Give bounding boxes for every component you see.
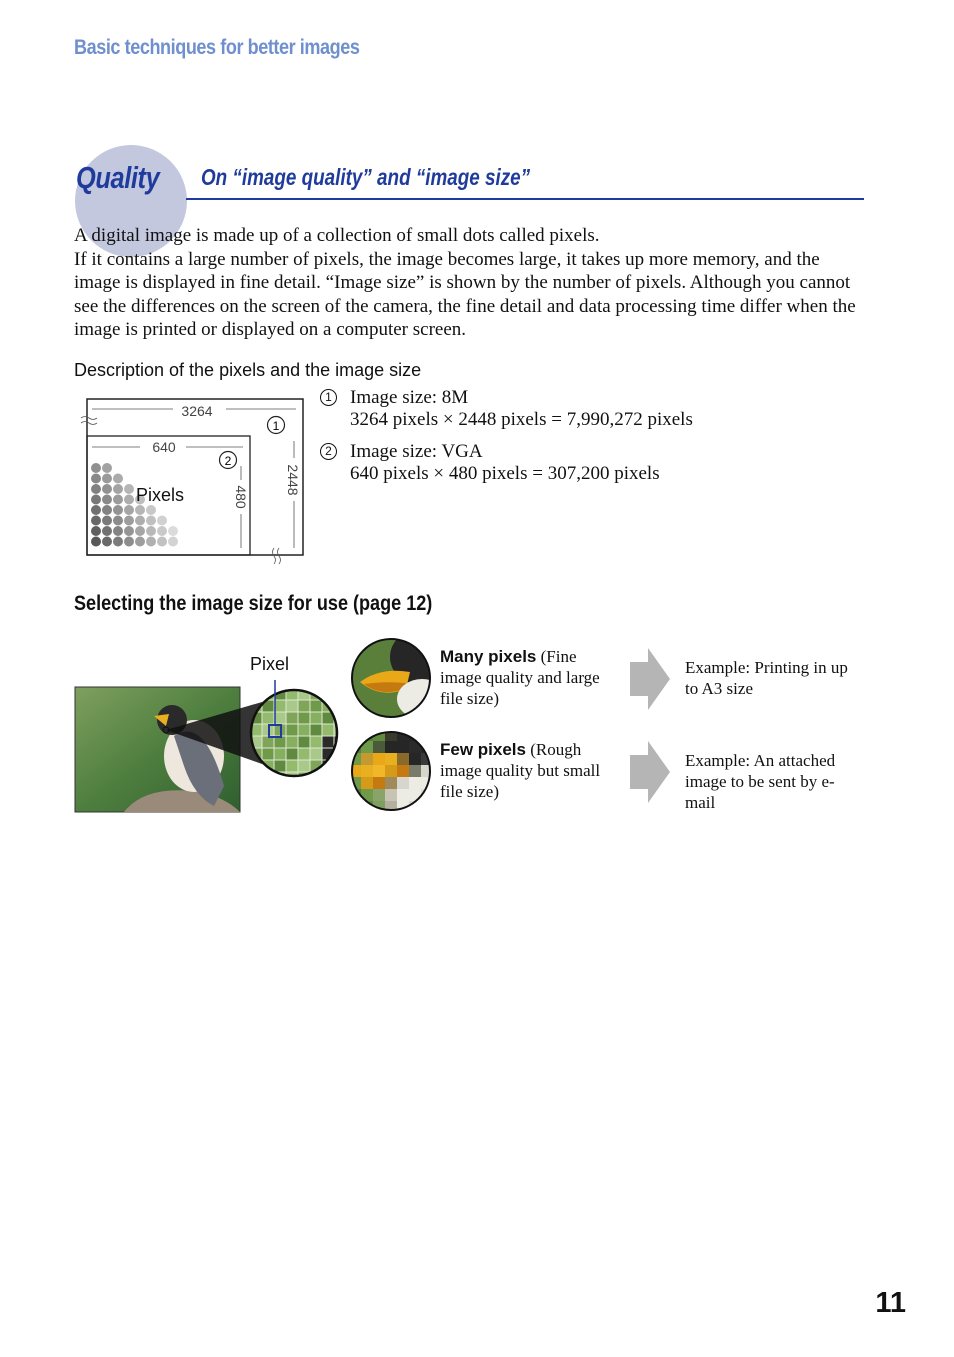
pixel-label: Pixel: [250, 654, 290, 674]
height-vga-label: 480: [233, 485, 249, 509]
arrow-right-icon: [630, 741, 674, 803]
many-pixels-detail: (Fine image quality and large file size): [440, 647, 600, 708]
pixel-size-diagram: [78, 396, 308, 568]
marker-1: 1: [272, 419, 280, 433]
bird-photo-illustration: [74, 636, 344, 816]
arrow-right-icon: [630, 648, 674, 710]
height-8m-label: 2448: [285, 464, 301, 496]
page-title: On “image quality” and “image size”: [201, 164, 531, 190]
marker-2: 2: [224, 454, 232, 468]
description-title: Description of the pixels and the image size: [74, 360, 422, 380]
many-pixels-label: Many pixels: [440, 647, 537, 666]
size-item-8m: [320, 387, 693, 431]
size-number: 1: [320, 389, 337, 406]
few-pixels-description: [440, 739, 610, 802]
section-header: Basic techniques for better images: [74, 36, 360, 59]
few-pixels-detail: (Rough image quality but small file size): [440, 740, 601, 801]
size-detail: 640 pixels × 480 pixels = 307,200 pixels: [350, 463, 660, 484]
width-8m-label: 3264: [181, 403, 213, 419]
many-pixels-description: [440, 646, 610, 709]
many-pixels-thumbnail: [350, 637, 432, 719]
size-title: Image size: VGA: [350, 441, 483, 462]
size-detail: 3264 pixels × 2448 pixels = 7,990,272 pixels: [350, 409, 693, 430]
title-rule: [186, 198, 864, 200]
example-print: Example: Printing in up to A3 size: [685, 658, 848, 698]
section-title-selecting: Selecting the image size for use (page 12): [74, 592, 433, 615]
pixels-label: Pixels: [136, 485, 185, 505]
size-item-vga: [320, 441, 693, 485]
size-list: [320, 387, 693, 495]
few-pixels-thumbnail: [350, 730, 432, 812]
example-email: Example: An attached image to be sent by e-mail: [685, 751, 836, 812]
size-title: Image size: 8M: [350, 387, 469, 408]
width-vga-label: 640: [152, 439, 176, 455]
intro-paragraph-2: If it contains a large number of pixels, the image becomes large, it takes up more memory, and the image is displayed in fine detail. “Image size” is shown by the number of pixels. Although you cannot see the differences on the screen of the camera, the fine detail and data processing time differ when the image is printed or displayed on a computer screen.: [74, 248, 856, 341]
quality-badge-text: Quality: [76, 160, 160, 195]
intro-paragraph-1: A digital image is made up of a collection of small dots called pixels.: [74, 225, 600, 246]
size-number: 2: [320, 443, 337, 460]
few-pixels-label: Few pixels: [440, 740, 526, 759]
page-number: 11: [875, 1287, 906, 1319]
intro-text: [74, 224, 864, 342]
